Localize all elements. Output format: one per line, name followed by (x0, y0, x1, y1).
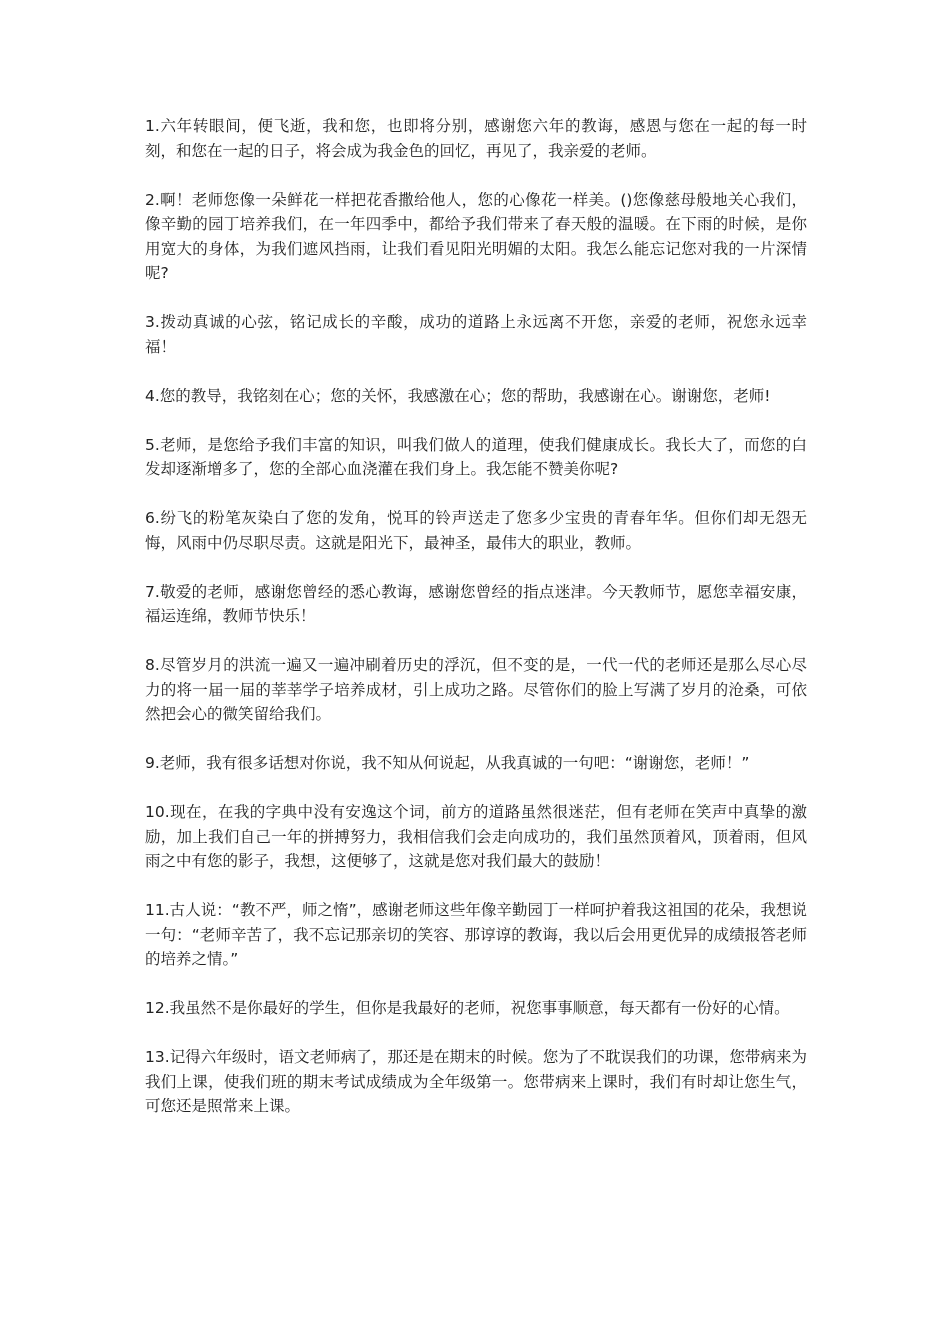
paragraph-10: 10.现在，在我的字典中没有安逸这个词，前方的道路虽然很迷茫，但有老师在笑声中真挚的激励，加上我们自己一年的拼搏努力，我相信我们会走向成功的，我们虽然顶着风，顶着雨，但风雨之中有您的影子，我想，这便够了，这就是您对我们最大的鼓励！ (145, 803, 807, 870)
paragraph-2: 2.啊！老师您像一朵鲜花一样把花香撒给他人，您的心像花一样美。()您像慈母般地关心我们，像辛勤的园丁培养我们，在一年四季中，都给予我们带来了春天般的温暖。在下雨的时候，是你用宽大的身体，为我们遮风挡雨，让我们看见阳光明媚的太阳。我怎么能忘记您对我的一片深情呢? (145, 190, 807, 282)
paragraph-9: 9.老师，我有很多话想对你说，我不知从何说起，从我真诚的一句吧：“谢谢您，老师！” (145, 754, 750, 772)
paragraph-3: 3.拨动真诚的心弦，铭记成长的辛酸，成功的道路上永远离不开您，亲爱的老师，祝您永远幸福！ (145, 313, 807, 356)
paragraph-11: 11.古人说：“教不严，师之惰”，感谢老师这些年像辛勤园丁一样呵护着我这祖国的花朵，我想说一句：“老师辛苦了，我不忘记那亲切的笑容、那谆谆的教诲，我以后会用更优异的成绩报答老师的培养之情。” (145, 901, 807, 968)
paragraph-4: 4.您的教导，我铭刻在心；您的关怀，我感激在心；您的帮助，我感谢在心。谢谢您，老师! (145, 386, 771, 405)
paragraph-8: 8.尽管岁月的洪流一遍又一遍冲刷着历史的浮沉，但不变的是，一代一代的老师还是那么尽心尽力的将一届一届的莘莘学子培养成材，引上成功之路。尽管你们的脸上写满了岁月的沧桑，可依然把会心的微笑留给我们。 (145, 656, 807, 723)
paragraph-1: 1.六年转眼间，便飞逝，我和您，也即将分别，感谢您六年的教诲，感恩与您在一起的每一时刻，和您在一起的日子，将会成为我金色的回忆，再见了，我亲爱的老师。 (145, 117, 807, 160)
paragraph-13: 13.记得六年级时，语文老师病了，那还是在期末的时候。您为了不耽误我们的功课，您带病来为我们上课，使我们班的期末考试成绩成为全年级第一。您带病来上课时，我们有时却让您生气，可您还是照常来上课。 (145, 1048, 807, 1115)
paragraph-12: 12.我虽然不是你最好的学生，但你是我最好的老师，祝您事事顺意，每天都有一份好的心情。 (145, 999, 790, 1017)
document-body (145, 114, 807, 1143)
paragraph-5: 5.老师，是您给予我们丰富的知识，叫我们做人的道理，使我们健康成长。我长大了，而您的白发却逐渐增多了，您的全部心血浇灌在我们身上。我怎能不赞美你呢? (145, 435, 807, 478)
paragraph-6: 6.纷飞的粉笔灰染白了您的发角，悦耳的铃声送走了您多少宝贵的青春年华。但你们却无怨无悔，风雨中仍尽职尽责。这就是阳光下，最神圣，最伟大的职业，教师。 (145, 509, 807, 552)
paragraph-7: 7.敬爱的老师，感谢您曾经的悉心教诲，感谢您曾经的指点迷津。今天教师节，愿您幸福安康，福运连绵，教师节快乐！ (145, 582, 807, 625)
